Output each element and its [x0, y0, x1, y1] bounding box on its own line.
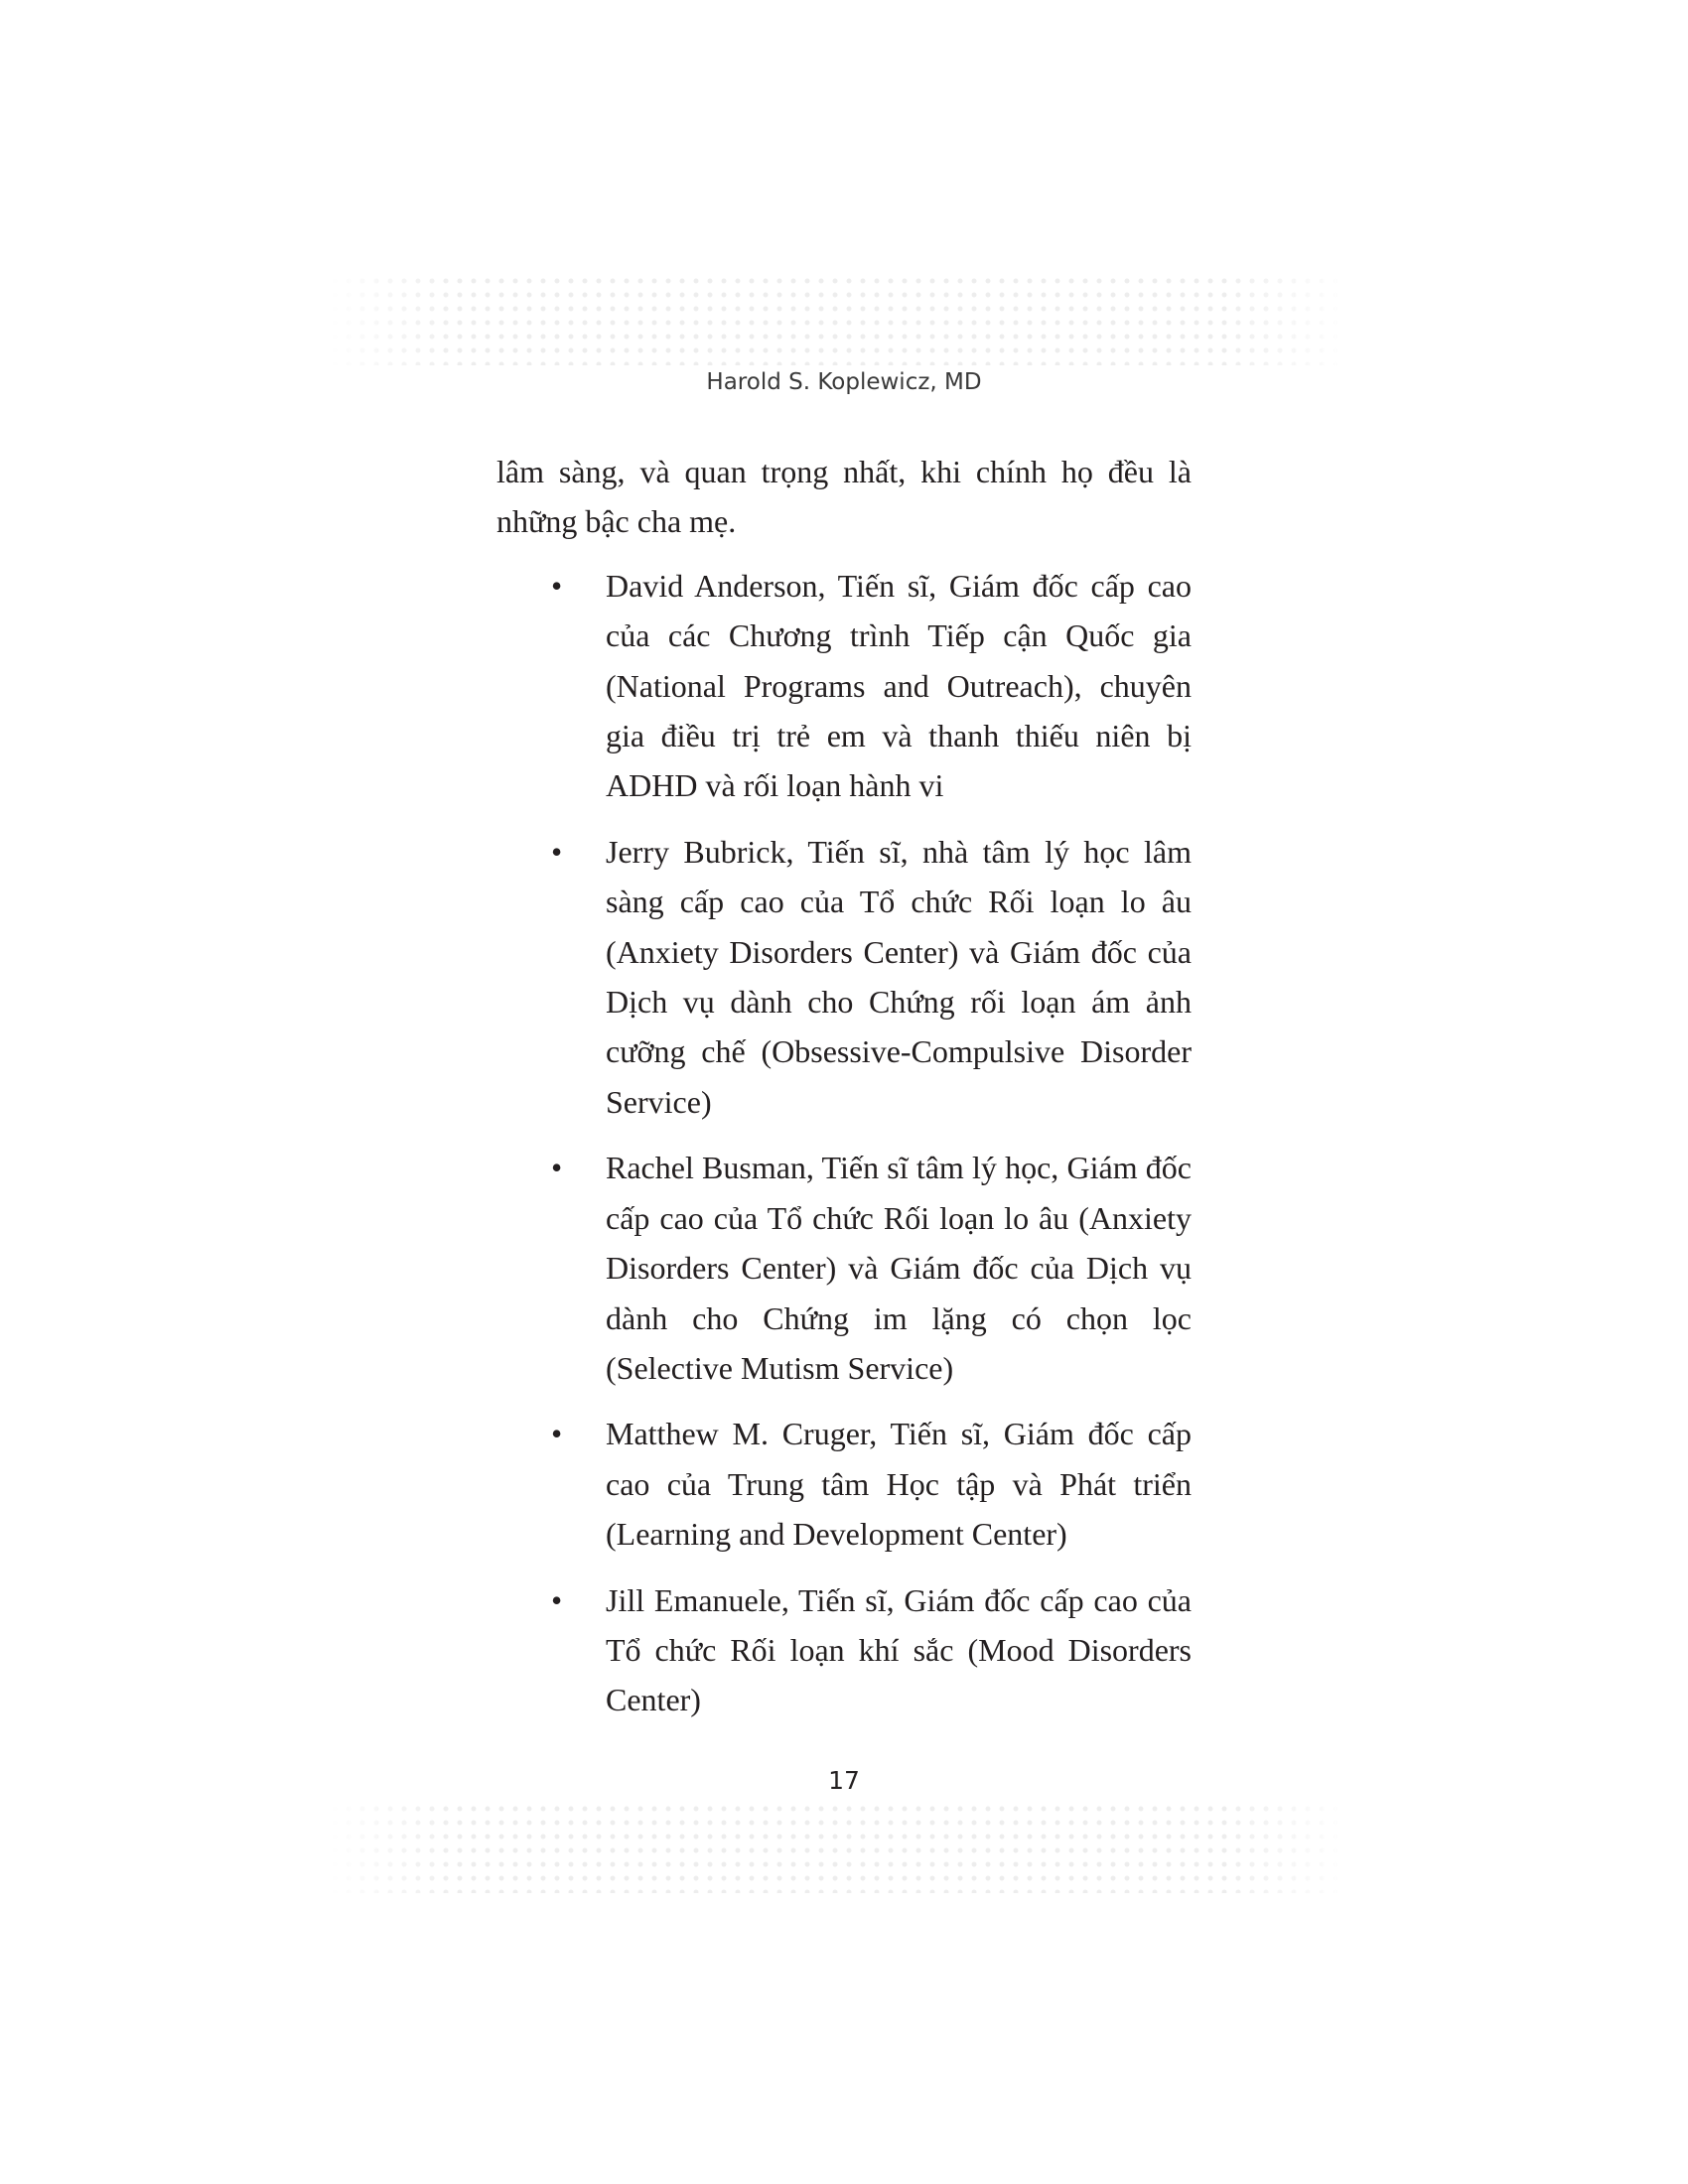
decorative-dot-band-bottom: [328, 1802, 1350, 1893]
list-item: [496, 1143, 1192, 1393]
page-number: 17: [828, 1766, 860, 1795]
running-head: Harold S. Koplewicz, MD: [706, 369, 982, 395]
list-item-text: David Anderson, Tiến sĩ, Giám đốc cấp cao của các Chương trình Tiếp cận Quốc gia (National Programs and Outreach), chuyên gia điều trị trẻ em và thanh thiếu niên bị ADHD và rối loạn hành vi: [606, 567, 1192, 804]
list-item: [496, 1409, 1192, 1559]
list-item-text: Jill Emanuele, Tiến sĩ, Giám đốc cấp cao của Tổ chức Rối loạn khí sắc (Mood Disorders Center): [606, 1581, 1192, 1718]
list-item: [496, 561, 1192, 811]
intro-paragraph: lâm sàng, và quan trọng nhất, khi chính họ đều là những bậc cha mẹ.: [496, 454, 1192, 540]
bullet-icon: •: [551, 1150, 563, 1186]
list-item-text: Jerry Bubrick, Tiến sĩ, nhà tâm lý học lâm sàng cấp cao của Tổ chức Rối loạn lo âu (Anxiety Disorders Center) và Giám đốc của Dịch vụ dành cho Chứng rối loạn ám ảnh cưỡng chế (Obsessive-Compulsive Disorder Service): [606, 833, 1192, 1120]
list-item: [496, 1575, 1192, 1725]
list-item-text: Rachel Busman, Tiến sĩ tâm lý học, Giám đốc cấp cao của Tổ chức Rối loạn lo âu (Anxiety Disorders Center) và Giám đốc của Dịch vụ dành cho Chứng im lặng có chọn lọc (Selective Mutism Service): [606, 1150, 1192, 1386]
list-item: [496, 827, 1192, 1127]
bullet-icon: •: [551, 567, 563, 604]
page-body: [496, 447, 1192, 1741]
list-item-text: Matthew M. Cruger, Tiến sĩ, Giám đốc cấp cao của Trung tâm Học tập và Phát triển (Learning and Development Center): [606, 1416, 1192, 1553]
bullet-icon: •: [551, 1581, 563, 1618]
bullet-icon: •: [551, 1416, 563, 1452]
contributor-list: [496, 561, 1192, 1725]
bullet-icon: •: [551, 833, 563, 870]
decorative-dot-band-top: [328, 274, 1350, 365]
